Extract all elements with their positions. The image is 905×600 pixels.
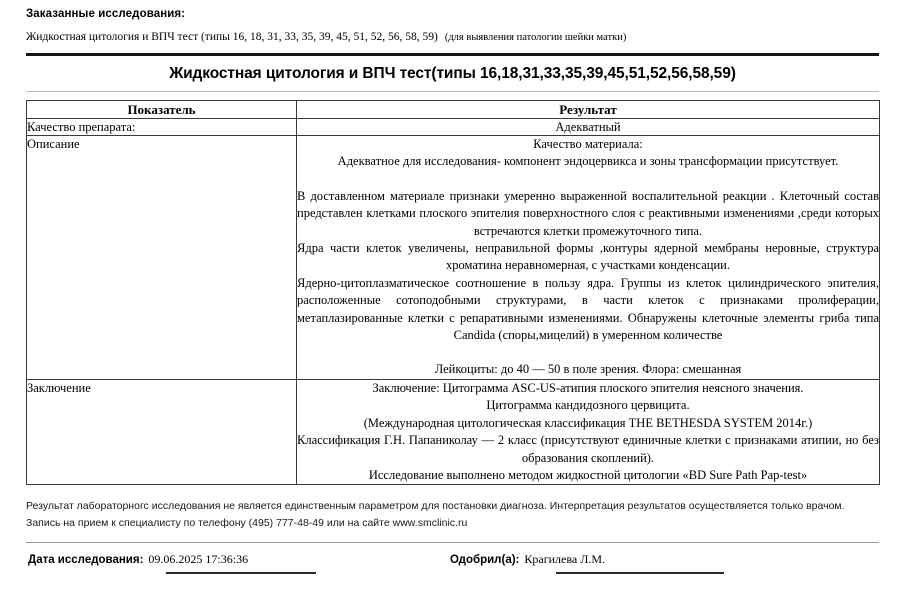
spacer	[297, 171, 879, 188]
title-underline	[26, 91, 879, 92]
conclusion-paragraph: Цитограмма кандидозного цервицита.	[486, 398, 690, 413]
study-date-label: Дата исследования:	[28, 554, 144, 567]
study-date-underline	[166, 572, 316, 574]
row-value-quality: Адекватный	[297, 119, 880, 136]
disclaimer-text: Результат лабораторногс исследования не является единственным параметром для постановки диагноза. Интерпретация результатов осуществляется только врачом. Запись на прием к специалисту по телефону (495) 777-48-49 или на сайте www.smclinic.ru	[26, 500, 845, 529]
description-paragraph: Ядра части клеток увеличены, неправильной формы ,контуры ядерной мембраны неровные, структура хроматина неравномерная, с участками конденсации.	[297, 241, 879, 273]
row-value-description	[297, 136, 880, 380]
row-label-conclusion: Заключение	[27, 379, 297, 484]
description-paragraph: Ядерно-цитоплазматическое соотношение в пользу ядра. Группы из клеток цилиндрического эпителия, расположенные сотоподобными структурами, в части клеток с признаками пролиферации, метаплазированные клетки с репаративными изменениями. Обнаружены клеточные элементы гриба типа Candida (споры,мицелий) в умеренном количестве	[297, 275, 879, 343]
study-date-field	[28, 550, 248, 568]
row-label-description: Описание	[27, 136, 297, 380]
approver-field	[450, 550, 605, 568]
description-paragraph: Адекватное для исследования- компонент эндоцервикса и зоны трансформации присутствует.	[337, 154, 839, 169]
table-row	[27, 136, 880, 380]
study-date-value: 09.06.2025 17:36:36	[148, 552, 249, 567]
description-paragraph: В доставленном материале признаки умеренно выраженной воспалительной реакции . Клеточный состав представлен клетками плоского эпителия поверхностного слоя с реактивными изменениями ,среди которых встречаются клетки промежуточного типа.	[297, 188, 879, 238]
row-value-conclusion	[297, 379, 880, 484]
ordered-study-name: Жидкостная цитология и ВПЧ тест (типы 16, 18, 31, 33, 35, 39, 45, 51, 52, 56, 58, 59)	[26, 31, 438, 43]
results-table-wrapper	[26, 100, 879, 485]
ordered-studies-section	[0, 0, 905, 46]
conclusion-paragraph: Исследование выполнено методом жидкостной цитологии «BD Sure Path Pap-test»	[368, 467, 808, 482]
column-header-result: Результат	[297, 101, 880, 119]
row-label-quality: Качество препарата:	[27, 119, 297, 136]
ordered-studies-heading: Заказанные исследования:	[26, 8, 186, 20]
table-row	[27, 379, 880, 484]
conclusion-paragraph: (Международная цитологическая классификация THE BETHESDA SYSTEM 2014г.)	[363, 415, 813, 430]
ordered-study-purpose: (для выявления патологии шейки матки)	[444, 32, 627, 43]
column-header-indicator: Показатель	[27, 101, 297, 119]
approver-value: Крагилева Л.М.	[524, 552, 606, 567]
page-title: Жидкостная цитология и ВПЧ тест(типы 16,18,31,33,35,39,45,51,52,56,58,59)	[169, 65, 736, 82]
approver-label: Одобрил(а):	[450, 554, 520, 567]
conclusion-paragraph: Классификация Г.Н. Папаниколау — 2 класс (присутствуют единичные клетки с признаками атипии, но без образования скоплений).	[297, 433, 879, 465]
footer	[26, 543, 879, 587]
approver-signature-line	[556, 572, 724, 574]
results-table	[26, 100, 880, 485]
table-row	[27, 119, 880, 136]
spacer	[297, 344, 879, 361]
table-header-row	[27, 101, 880, 119]
conclusion-paragraph: Заключение: Цитограмма ASC-US-атипия плоского эпителия неясного значения.	[372, 380, 804, 395]
description-paragraph: Лейкоциты: до 40 — 50 в поле зрения. Флора: смешанная	[434, 362, 742, 377]
ordered-studies-line	[26, 29, 879, 46]
description-paragraph: Качество материала:	[533, 137, 643, 151]
